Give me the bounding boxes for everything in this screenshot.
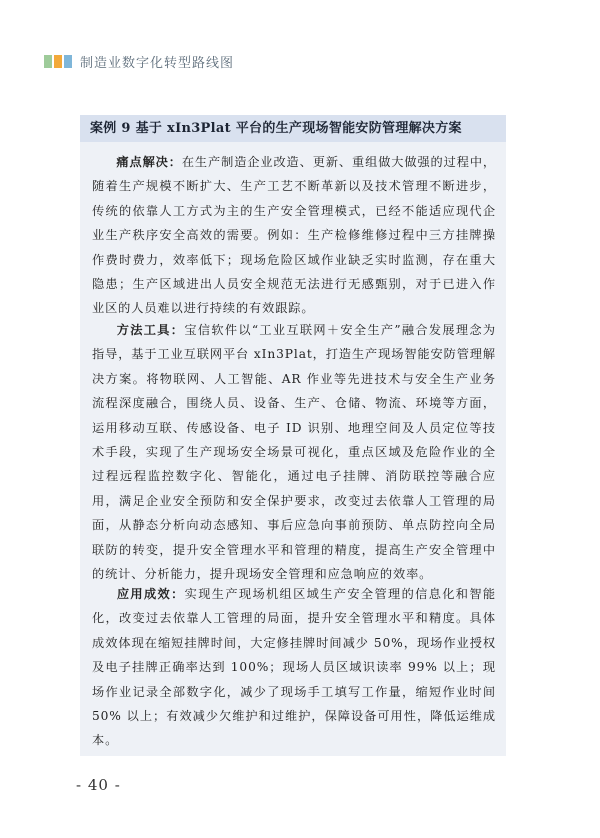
book-title: 制造业数字化转型路线图 [80, 55, 235, 71]
results-text: 实现生产现场机组区域生产安全管理的信息化和智能化，改变过去依靠人工管理的局面，提升安全管理水平和精度。具体成效体现在缩短挂牌时间，大定修挂牌时间减少 50%，现场作业授权及电子挂牌正确率达到 100%；现场人员区域识读率 99% 以上；现场作业记录全部数字化，减少了现场手工填写工作量，缩短作业时间 50% 以上；有效减少欠维护和过维护，保障设备可用性，降低运维成本。 [92, 587, 497, 748]
running-header [44, 50, 234, 72]
pain-point-heading: 痛点解决： [116, 155, 182, 169]
results-paragraph [92, 582, 496, 753]
pain-point-paragraph [92, 150, 496, 321]
orange-square-icon [54, 55, 62, 68]
method-tools-text: 宝信软件以“工业互联网＋安全生产”融合发展理念为指导，基于工业互联网平台 xIn3Plat，打造生产现场智能安防管理解决方案。将物联网、人工智能、AR 作业等先进技术与安全生产业务流程深度融合，围绕人员、设备、生产、仓储、物流、环境等方面，运用移动互联、传感设备、电子 ID 识别、地理空间及人员定位等技术手段，实现了生产现场安全场景可视化，重点区域及危险作业的全过程远程监控数字化、智能化，通过电子挂牌、消防联控等融合应用，满足企业安全预防和安全保护要求，改变过去依靠人工管理的局面，从静态分析向动态感知、事后应急向事前预防、单点防控向全局联防的转变，提升安全管理水平和管理的精度，提高生产安全管理中的统计、分析能力，提升现场安全管理和应急响应的效率。 [92, 323, 497, 582]
method-tools-paragraph [92, 318, 496, 586]
method-tools-heading: 方法工具： [116, 323, 185, 337]
page-number: - 40 - [76, 776, 121, 794]
pain-point-text: 在生产制造企业改造、更新、重组做大做强的过程中，随着生产规模不断扩大、生产工艺不断革新以及技术管理不断进步，传统的依靠人工方式为主的生产安全管理模式，已经不能适应现代企业生产秩序安全高效的需要。例如：生产检修维修过程中三方挂牌操作费时费力，效率低下；现场危险区域作业缺乏实时监测，存在重大隐患；生产区域进出人员安全规范无法进行无感甄别，对于已进入作业区的人员难以进行持续的有效跟踪。 [92, 155, 496, 316]
results-heading: 应用成效： [116, 587, 185, 601]
green-square-icon [44, 55, 52, 68]
blue-square-icon [64, 55, 72, 68]
case-title: 案例 9 基于 xIn3Plat 平台的生产现场智能安防管理解决方案 [80, 115, 506, 142]
